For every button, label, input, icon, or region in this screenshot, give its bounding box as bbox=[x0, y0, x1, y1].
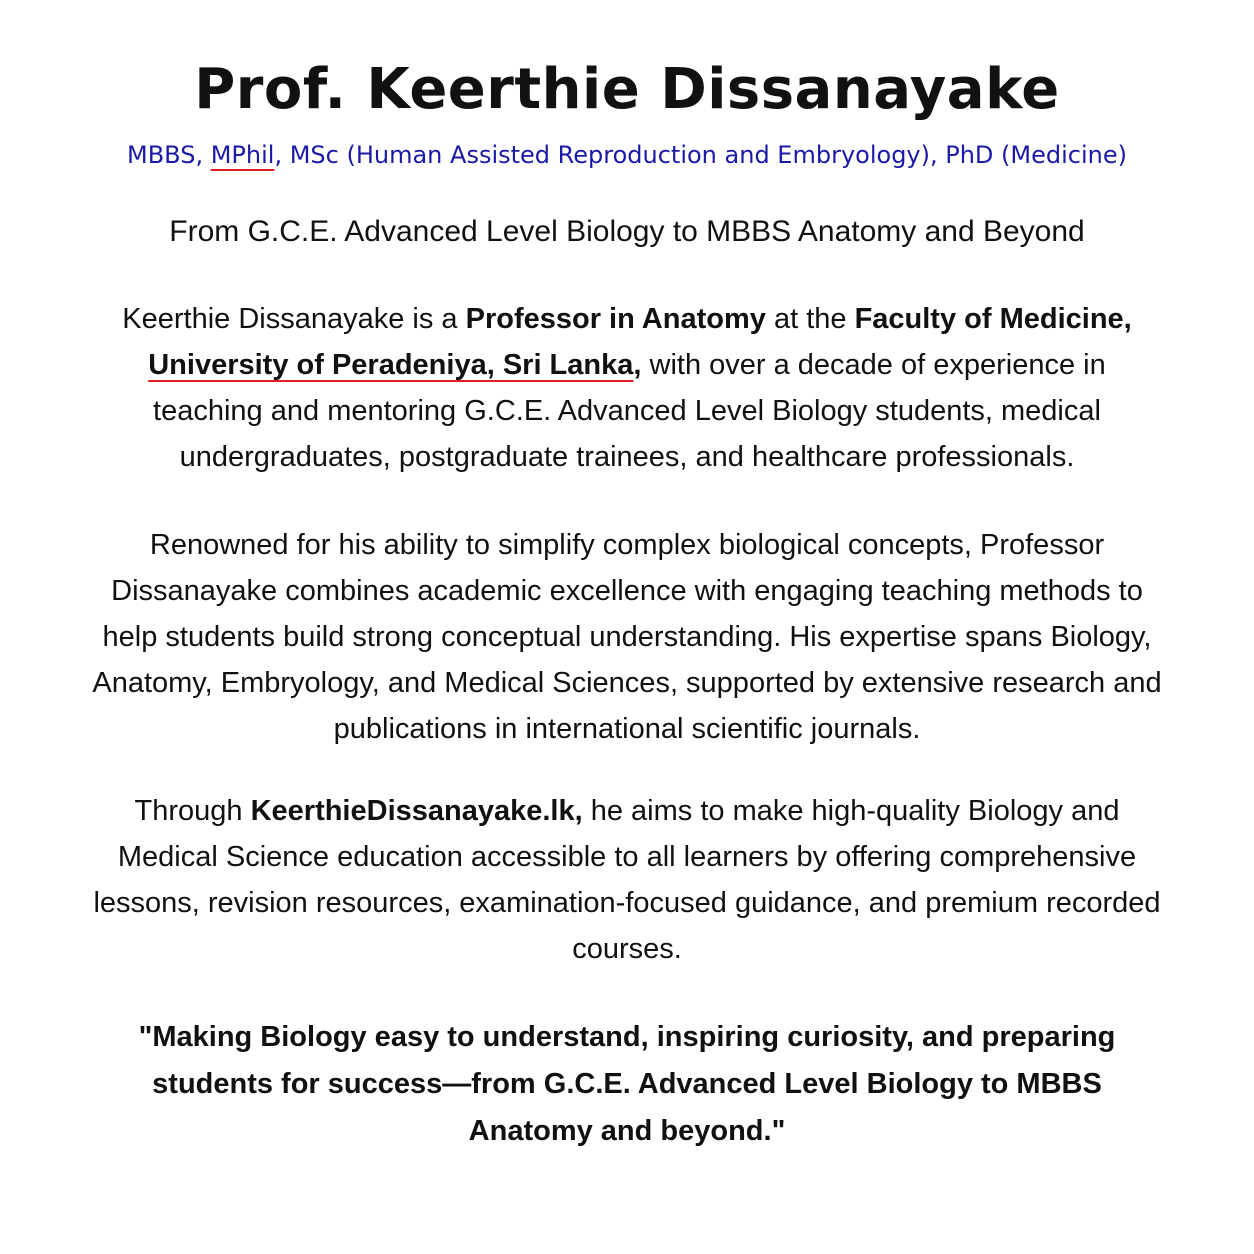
mission-paragraph bbox=[90, 788, 1164, 972]
credentials-text: MBBS, bbox=[127, 141, 211, 169]
bio-paragraph bbox=[90, 296, 1164, 480]
page-title: Prof. Keerthie Dissanayake bbox=[194, 57, 1060, 122]
bio-faculty: Faculty of Medicine, bbox=[854, 303, 1132, 335]
bio-text-at: at the bbox=[765, 303, 855, 335]
bio-university: University of Peradeniya, Sri Lanka bbox=[148, 349, 634, 381]
credentials-line bbox=[0, 136, 1254, 174]
motto-quote: "Making Biology easy to understand, inspiring curiosity, and preparing students for success—from G.C.E. Advanced Level Biology to MBBS Anatomy and beyond." bbox=[138, 1021, 1116, 1147]
bio-text-rest: with over a decade of experience in teaching and mentoring G.C.E. Advanced Level Biology students, medical undergraduates, postgraduate trainees, and healthcare professionals. bbox=[153, 349, 1106, 473]
tagline: From G.C.E. Advanced Level Biology to MBBS Anatomy and Beyond bbox=[169, 215, 1085, 248]
bio-comma: , bbox=[633, 349, 642, 381]
mission-text: Through bbox=[134, 795, 251, 827]
expertise-paragraph: Renowned for his ability to simplify complex biological concepts, Professor Dissanayake combines academic excellence with engaging teaching methods to help students build strong conceptual understanding. His expertise spans Biology, Anatomy, Embryology, and Medical Sciences, supported by extensive research and publications in international scientific journals. bbox=[92, 529, 1162, 745]
website-name: KeerthieDissanayake.lk, bbox=[250, 795, 583, 827]
bio-text: Keerthie Dissanayake is a bbox=[122, 303, 466, 335]
credentials-mphil: MPhil bbox=[210, 141, 275, 169]
bio-role: Professor in Anatomy bbox=[465, 303, 766, 335]
credentials-text-rest: , MSc (Human Assisted Reproduction and Embryology), PhD (Medicine) bbox=[274, 141, 1127, 169]
mission-text-rest: he aims to make high-quality Biology and Medical Science education accessible to all learners by offering comprehensive lessons, revision resources, examination-focused guidance, and premium recorded courses. bbox=[93, 795, 1161, 965]
